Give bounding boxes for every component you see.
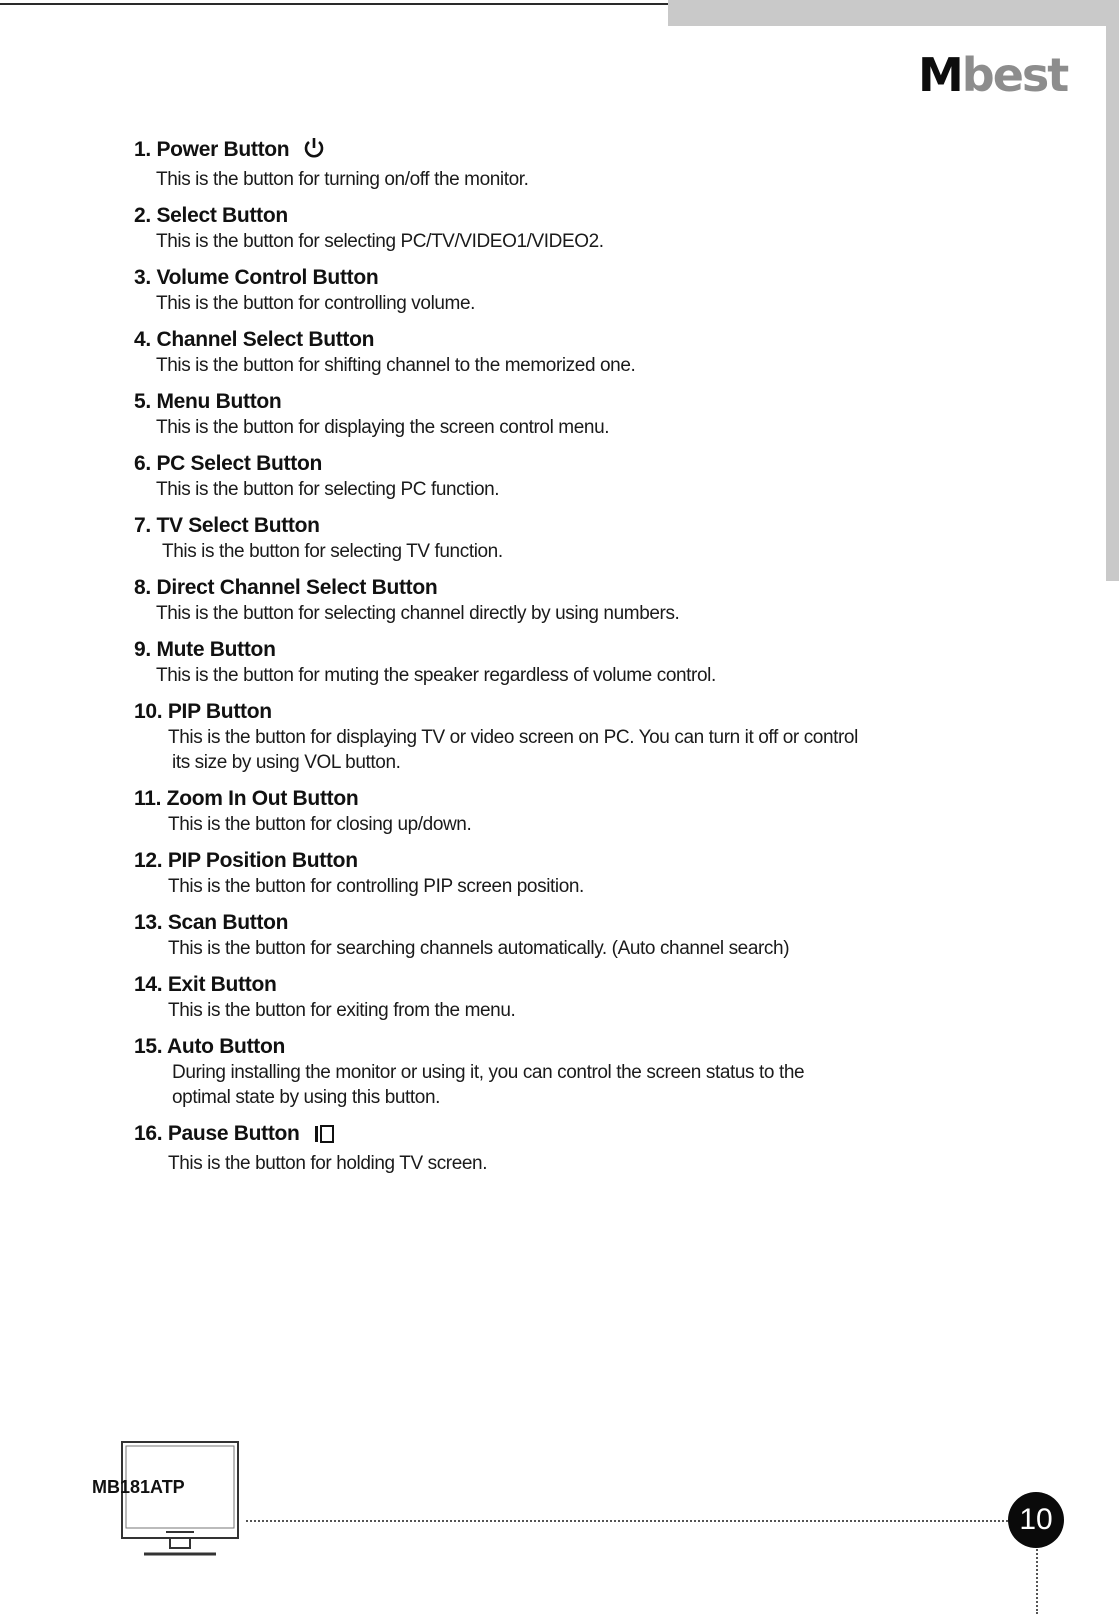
item-description: This is the button for displaying TV or video screen on PC. You can turn it off or control	[168, 727, 858, 748]
list-item	[134, 910, 934, 961]
item-description: This is the button for controlling PIP screen position.	[168, 876, 584, 897]
item-title: 1. Power Button	[134, 136, 934, 167]
item-description: This is the button for exiting from the menu.	[168, 1000, 516, 1021]
item-description: During installing the monitor or using it, you can control the screen status to the	[172, 1062, 805, 1083]
list-item	[134, 786, 934, 837]
model-label: MB181ATP	[92, 1477, 185, 1497]
item-description: This is the button for selecting channel directly by using numbers.	[156, 603, 680, 624]
item-description: This is the button for searching channels automatically. (Auto channel search)	[168, 938, 790, 959]
item-title: 15. Auto Button	[134, 1035, 286, 1058]
list-item	[134, 513, 934, 564]
pause-icon	[314, 1124, 336, 1151]
item-description: This is the button for closing up/down.	[168, 814, 472, 835]
item-title: 16. Pause Button	[134, 1121, 934, 1151]
list-item	[134, 136, 934, 192]
list-item	[134, 389, 934, 440]
list-item	[134, 451, 934, 502]
list-item	[134, 972, 934, 1023]
item-description: This is the button for holding TV screen.	[168, 1153, 488, 1174]
item-title: 11. Zoom In Out Button	[134, 787, 359, 810]
item-title: 8. Direct Channel Select Button	[134, 576, 438, 599]
item-title: 6. PC Select Button	[134, 452, 322, 475]
item-title: 5. Menu Button	[134, 390, 282, 413]
page-number: 10	[1008, 1492, 1064, 1548]
item-description: This is the button for displaying the screen control menu.	[156, 417, 610, 438]
item-description: This is the button for controlling volume.	[156, 293, 476, 314]
item-description: This is the button for muting the speaker regardless of volume control.	[156, 665, 716, 686]
list-item	[134, 637, 934, 688]
item-title: 2. Select Button	[134, 204, 288, 227]
item-title: 12. PIP Position Button	[134, 849, 358, 872]
item-title: 13. Scan Button	[134, 911, 289, 934]
list-item	[134, 575, 934, 626]
item-description: This is the button for shifting channel to the memorized one.	[156, 355, 636, 376]
item-title: 7. TV Select Button	[134, 514, 320, 537]
item-description: its size by using VOL button.	[172, 752, 401, 773]
monitor-icon	[118, 1440, 242, 1560]
footer-dotted-rule-vertical	[1036, 1542, 1038, 1614]
item-description: This is the button for turning on/off the monitor.	[156, 169, 529, 190]
item-title: 3. Volume Control Button	[134, 266, 379, 289]
item-title: 14. Exit Button	[134, 973, 277, 996]
list-item	[134, 848, 934, 899]
list-item	[134, 203, 934, 254]
footer-dotted-rule	[246, 1520, 1012, 1522]
list-item	[134, 265, 934, 316]
item-title: 4. Channel Select Button	[134, 328, 375, 351]
list-item	[134, 327, 934, 378]
item-title: 9. Mute Button	[134, 638, 276, 661]
brand-logo: Mbest	[918, 48, 1068, 102]
item-description: This is the button for selecting PC function.	[156, 479, 500, 500]
item-description: This is the button for selecting PC/TV/VIDEO1/VIDEO2.	[156, 231, 604, 252]
header-tab	[668, 0, 1119, 26]
button-list	[134, 136, 934, 1187]
top-rule	[0, 3, 668, 5]
item-title: 10. PIP Button	[134, 700, 272, 723]
item-description: This is the button for selecting TV function.	[162, 541, 503, 562]
list-item	[134, 1034, 934, 1110]
power-icon	[303, 136, 325, 167]
list-item	[134, 1121, 934, 1176]
list-item	[134, 699, 934, 775]
side-bar	[1106, 26, 1119, 581]
item-description: optimal state by using this button.	[172, 1087, 440, 1108]
